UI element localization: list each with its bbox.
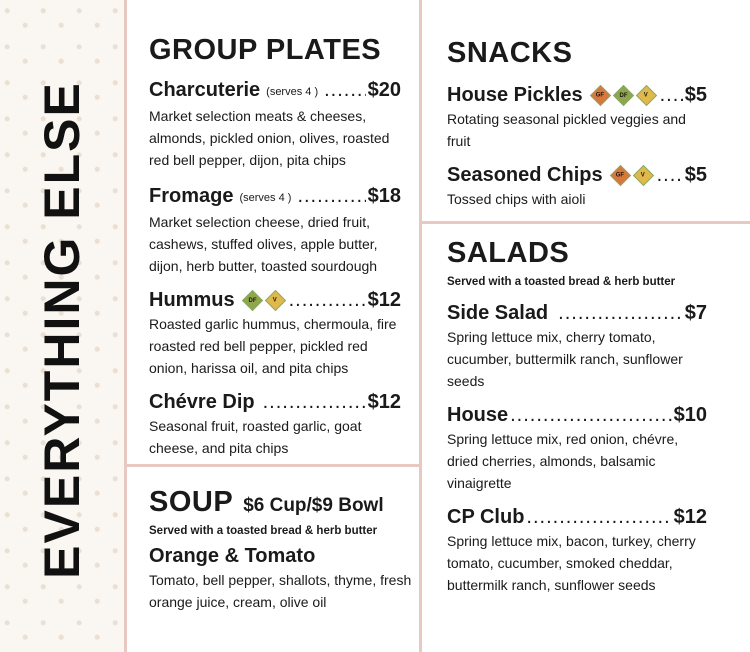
item-name: Fromage (149, 185, 234, 207)
item-price: $12 (673, 506, 707, 528)
menu-item (149, 287, 401, 379)
section-title: SNACKS (447, 37, 573, 69)
section-title: GROUP PLATES (149, 34, 382, 66)
menu-item (447, 504, 707, 596)
menu-item (447, 162, 707, 210)
item-name: House (447, 404, 509, 426)
item-desc: Spring lettuce mix, red onion, chévre, dried cherries, almonds, balsamic vinaigrette (447, 431, 679, 491)
menu-item (149, 181, 401, 277)
item-name: Side Salad (447, 302, 549, 324)
item-price: $12 (367, 289, 401, 311)
item-price: $7 (684, 302, 707, 324)
menu-item (149, 75, 401, 171)
item-desc: Tossed chips with aioli (447, 191, 586, 207)
group-plates-section (149, 33, 401, 459)
menu-item (447, 82, 707, 152)
dairy-free-icon: DF (613, 84, 634, 105)
soup-section (149, 485, 414, 613)
vegan-icon: V (264, 289, 285, 310)
item-name: Orange & Tomato (149, 545, 316, 567)
dot-leader (510, 402, 672, 428)
salads-section (447, 236, 707, 596)
item-price: $12 (367, 391, 401, 413)
item-price: $20 (367, 79, 401, 101)
divider (419, 0, 422, 652)
snacks-section (447, 36, 707, 210)
item-name: Hummus (149, 289, 235, 311)
menu-item (149, 543, 414, 613)
item-desc: Market selection cheese, dried fruit, cashews, stuffed olives, apple butter, dijon, herb butter, toasted sourdough (149, 214, 378, 274)
menu-item (447, 300, 707, 392)
divider (124, 0, 127, 652)
item-price: $10 (673, 404, 707, 426)
item-name: CP Club (447, 506, 525, 528)
dot-leader (297, 183, 365, 209)
item-name: Chévre Dip (149, 391, 255, 413)
item-price: $5 (684, 164, 707, 186)
section-title: SALADS (447, 237, 570, 269)
side-title: EVERYTHING ELSE (34, 81, 90, 579)
section-subtitle: Served with a toasted bread & herb butter (447, 276, 676, 288)
item-desc: Tomato, bell pepper, shallots, thyme, fresh orange juice, cream, olive oil (149, 572, 412, 610)
item-price: $5 (684, 84, 707, 106)
dot-leader (263, 389, 366, 415)
serves: (serves 4 ) (266, 86, 319, 98)
menu-item (149, 389, 401, 459)
section-subtitle: Served with a toasted bread & herb butter (149, 525, 378, 537)
section-title: SOUP (149, 486, 234, 518)
side-banner (0, 0, 125, 652)
item-desc: Rotating seasonal pickled veggies and fruit (447, 111, 686, 149)
item-desc: Market selection meats & cheeses, almonds, pickled onion, olives, roasted red bell pepper, dijon, pita chips (149, 108, 390, 168)
divider (125, 464, 420, 467)
item-name: Charcuterie (149, 79, 261, 101)
dairy-free-icon: DF (241, 289, 262, 310)
vegan-icon: V (636, 84, 657, 105)
item-desc: Spring lettuce mix, cherry tomato, cucumber, buttermilk ranch, sunflower seeds (447, 329, 683, 389)
item-price: $18 (367, 185, 401, 207)
dot-leader (657, 162, 683, 188)
gluten-free-icon: GF (610, 164, 631, 185)
vegan-icon: V (633, 164, 654, 185)
item-name: Seasoned Chips (447, 164, 603, 186)
item-desc: Roasted garlic hummus, chermoula, fire roasted red bell pepper, pickled red onion, harissa oil, and pita chips (149, 316, 397, 376)
dot-leader (558, 300, 683, 326)
divider (420, 221, 750, 224)
item-name: House Pickles (447, 84, 583, 106)
dot-leader (324, 77, 366, 103)
dot-leader (289, 287, 366, 313)
dot-leader (526, 504, 671, 530)
serves: (serves 4 ) (239, 192, 292, 204)
item-desc: Seasonal fruit, roasted garlic, goat cheese, and pita chips (149, 418, 362, 456)
gluten-free-icon: GF (590, 84, 611, 105)
menu-item (447, 402, 707, 494)
item-desc: Spring lettuce mix, bacon, turkey, cherry tomato, cucumber, smoked cheddar, buttermilk ranch, sunflower seeds (447, 533, 696, 593)
soup-price: $6 Cup/$9 Bowl (243, 495, 384, 516)
dot-leader (660, 82, 683, 108)
